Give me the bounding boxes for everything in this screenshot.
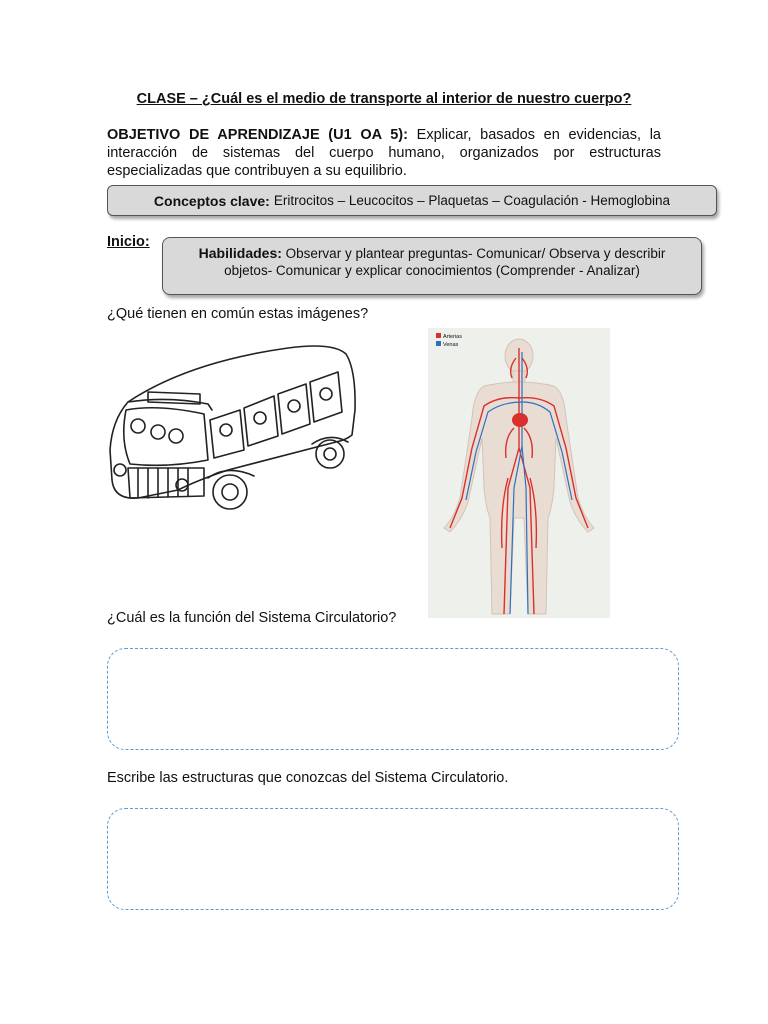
circulatory-system-figure [428, 328, 610, 618]
objective-text: Explicar, basados en evidencias, la interacción de sistemas del cuerpo humano, organizados por estructuras especializadas que contribuyen a su equilibrio. [107, 127, 661, 179]
body-silhouette-icon [428, 328, 610, 618]
skills-label: Habilidades: [198, 245, 282, 261]
answer-box-structures[interactable] [107, 808, 679, 910]
inicio-heading: Inicio: [107, 234, 150, 250]
objective-label: OBJETIVO DE APRENDIZAJE (U1 OA 5): [107, 127, 408, 143]
skills-box [162, 237, 702, 295]
learning-objective [107, 126, 661, 180]
question-function: ¿Cuál es la función del Sistema Circulatorio? [107, 610, 397, 626]
concepts-label: Conceptos clave: [153, 192, 270, 209]
bus-illustration [108, 340, 360, 518]
concepts-text: Eritrocitos – Leucocitos – Plaquetas – Coagulación - Hemoglobina [273, 193, 671, 208]
skills-text: Observar y plantear preguntas- Comunicar/ Observa y describir objetos- Comunicar y explicar conocimientos (Comprender - Analizar) [224, 246, 666, 278]
question-structures: Escribe las estructuras que conozcas del Sistema Circulatorio. [107, 770, 509, 786]
key-concepts-box [107, 185, 717, 216]
question-common: ¿Qué tienen en común estas imágenes? [107, 306, 369, 322]
legend-veins: Venas [443, 342, 459, 348]
legend-arteries: Arterias [443, 334, 462, 340]
answer-box-function[interactable] [107, 648, 679, 750]
page-title: CLASE – ¿Cuál es el medio de transporte al interior de nuestro cuerpo? [136, 91, 632, 107]
